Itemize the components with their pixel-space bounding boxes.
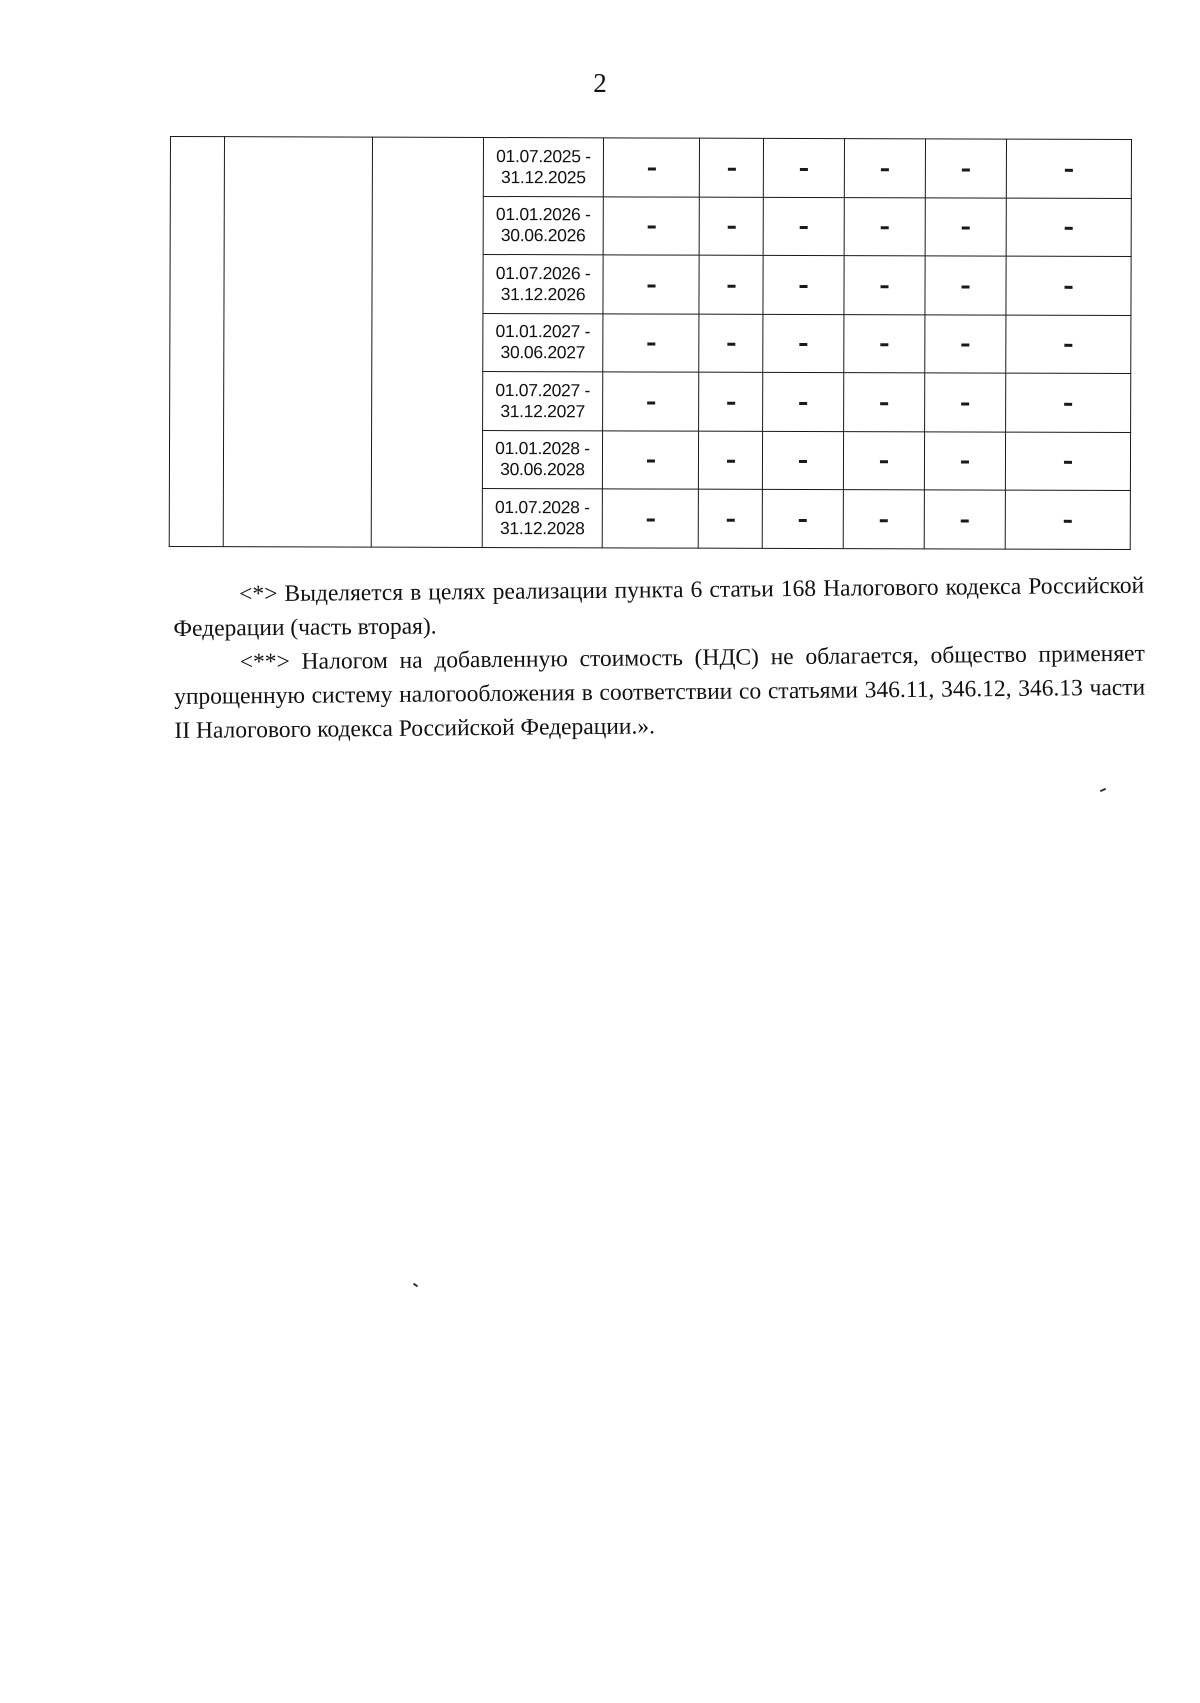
period-end: 31.12.2027 [500, 400, 585, 422]
dash-mark [1064, 344, 1072, 347]
dash-mark [881, 226, 889, 229]
dash-mark [1065, 286, 1073, 289]
footnotes [173, 569, 1146, 748]
dash-mark [881, 168, 889, 171]
value-cell [844, 197, 925, 256]
period-start: 01.07.2027 - [495, 379, 591, 401]
dash-mark [799, 402, 807, 405]
value-cell [699, 372, 763, 431]
dash-mark [646, 460, 654, 463]
dash-mark [1064, 403, 1072, 406]
period-end: 31.12.2026 [500, 283, 586, 305]
value-cell [603, 313, 699, 372]
value-cell [603, 138, 699, 197]
value-cell [763, 372, 844, 431]
footnote-vat-exempt: <**> Налогом на добавленную стоимость (НДС) не облагается, общество применяет упрощенную систему налогообложения в соответствии со статьями 346.11, 346.12, 346.13 части II Налогового кодекса Российской Федерации.». [174, 640, 1146, 744]
period-end: 30.06.2026 [500, 225, 586, 246]
dash-mark [1064, 520, 1072, 523]
dash-mark [880, 343, 888, 346]
dash-mark [962, 227, 970, 230]
value-cell [925, 373, 1006, 432]
value-cell [762, 489, 843, 548]
period-cell [482, 488, 602, 547]
value-cell [699, 255, 763, 314]
category-cell [371, 137, 483, 547]
period-cell [483, 254, 603, 313]
dash-mark [727, 167, 735, 170]
value-cell [925, 139, 1006, 198]
period-start: 01.07.2026 - [495, 262, 591, 284]
value-cell [925, 256, 1006, 315]
dash-mark [881, 285, 889, 288]
value-cell [699, 138, 763, 197]
dash-mark [800, 168, 808, 171]
dash-mark [726, 518, 734, 521]
period-start: 01.07.2028 - [494, 496, 590, 518]
value-cell [603, 372, 699, 431]
dash-mark [880, 460, 888, 463]
period-start: 01.01.2028 - [495, 438, 590, 459]
organization-cell [223, 137, 372, 547]
dash-mark [800, 226, 808, 229]
value-cell [924, 431, 1005, 490]
scan-speck [1100, 788, 1106, 792]
dash-mark [961, 519, 969, 522]
dash-mark [1064, 461, 1072, 464]
dash-mark [727, 226, 735, 229]
value-cell [1006, 315, 1131, 374]
value-cell [763, 255, 844, 314]
dash-mark [800, 285, 808, 288]
dash-mark [727, 343, 735, 346]
dash-mark [647, 401, 655, 404]
scan-speck [413, 1283, 418, 1288]
period-start: 01.07.2025 - [496, 145, 591, 167]
period-start: 01.01.2026 - [495, 204, 591, 225]
value-cell [603, 255, 699, 314]
period-end: 31.12.2025 [501, 166, 586, 188]
row-number-cell [169, 137, 224, 547]
dash-mark [647, 226, 655, 229]
dash-mark [647, 284, 655, 287]
value-cell [603, 196, 699, 255]
dash-mark [646, 518, 654, 521]
period-start: 01.01.2027 - [495, 321, 591, 342]
dash-mark [799, 519, 807, 522]
value-cell [698, 489, 762, 548]
dash-mark [1065, 227, 1073, 230]
period-end: 30.06.2028 [500, 459, 585, 480]
page-number: 2 [593, 68, 607, 98]
dash-mark [962, 285, 970, 288]
value-cell [1006, 256, 1131, 315]
value-cell [1006, 198, 1131, 257]
value-cell [762, 431, 843, 490]
value-cell [1006, 373, 1131, 432]
dash-mark [727, 401, 735, 404]
dash-mark [880, 519, 888, 522]
value-cell [843, 490, 924, 549]
value-cell [843, 431, 924, 490]
table-body [169, 137, 1131, 550]
dash-mark [961, 344, 969, 347]
period-cell [483, 371, 603, 430]
tariff-table [169, 136, 1132, 550]
value-cell [1006, 139, 1131, 198]
value-cell [763, 197, 844, 256]
table-row [170, 137, 1131, 199]
value-cell [844, 139, 925, 198]
dash-mark [1065, 169, 1073, 172]
value-cell [763, 314, 844, 373]
dash-mark [647, 343, 655, 346]
period-cell [483, 196, 603, 255]
period-cell [482, 430, 602, 489]
value-cell [1005, 432, 1130, 491]
dash-mark [962, 168, 970, 171]
dash-mark [880, 402, 888, 405]
value-cell [844, 314, 925, 373]
value-cell [602, 489, 698, 548]
value-cell [698, 431, 762, 490]
value-cell [924, 490, 1005, 549]
dash-mark [799, 343, 807, 346]
value-cell [925, 314, 1006, 373]
dash-mark [647, 167, 655, 170]
value-cell [602, 430, 698, 489]
dash-mark [799, 460, 807, 463]
period-cell [483, 313, 603, 372]
dash-mark [961, 461, 969, 464]
dash-mark [727, 284, 735, 287]
value-cell [844, 256, 925, 315]
value-cell [763, 138, 844, 197]
value-cell [1005, 490, 1130, 549]
value-cell [844, 373, 925, 432]
dash-mark [726, 460, 734, 463]
dash-mark [961, 402, 969, 405]
period-end: 31.12.2028 [499, 517, 585, 539]
period-end: 30.06.2027 [500, 342, 586, 363]
footnote-vat-allocation: <*> Выделяется в целях реализации пункта 6 статьи 168 Налогового кодекса Российской Федерации (часть вторая). [173, 572, 1145, 642]
period-cell [483, 137, 603, 196]
value-cell [699, 314, 763, 373]
value-cell [699, 197, 763, 256]
value-cell [925, 197, 1006, 256]
